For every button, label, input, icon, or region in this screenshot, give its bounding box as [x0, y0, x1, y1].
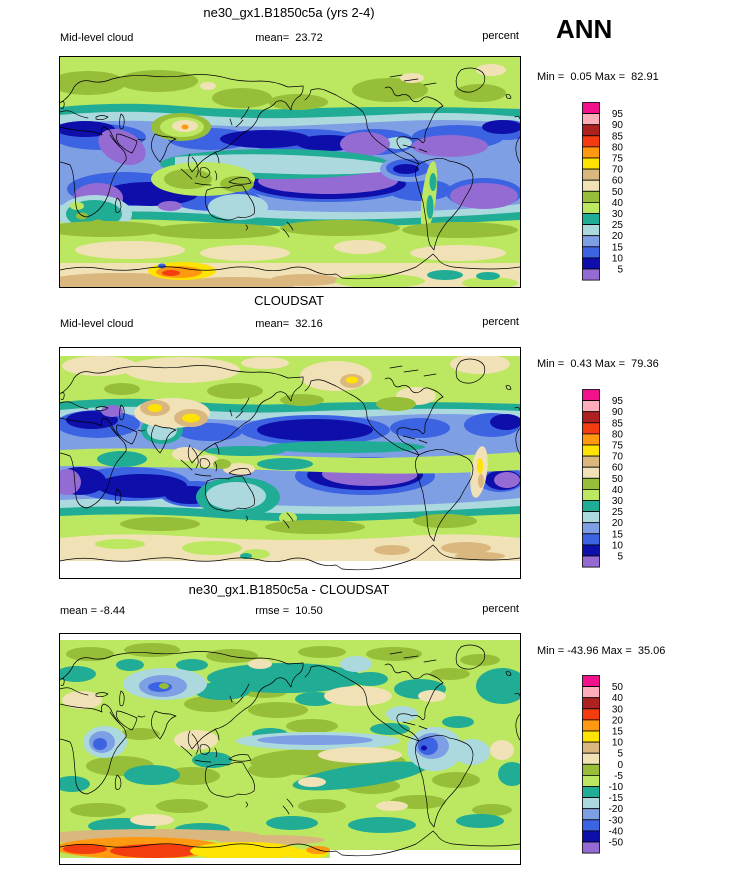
svg-text:20: 20	[611, 715, 623, 727]
svg-text:5: 5	[617, 748, 623, 760]
svg-text:15: 15	[611, 529, 623, 541]
svg-text:85: 85	[611, 418, 623, 430]
obs-mean-label: mean= 32.16	[255, 318, 323, 330]
model-map-canvas	[60, 57, 520, 287]
svg-text:5: 5	[617, 551, 623, 563]
svg-text:30: 30	[611, 496, 623, 507]
svg-text:75: 75	[611, 440, 623, 452]
svg-text:50: 50	[611, 682, 623, 694]
svg-text:40: 40	[611, 484, 623, 496]
diff-minmax-label: Min = -43.96 Max = 35.06	[537, 645, 666, 657]
svg-text:-40: -40	[608, 826, 623, 838]
svg-text:95: 95	[611, 396, 623, 408]
svg-text:10: 10	[611, 737, 623, 749]
model-map	[59, 56, 521, 288]
svg-text:15: 15	[611, 726, 623, 738]
svg-text:-50: -50	[608, 837, 623, 849]
obs-variable-label: Mid-level cloud	[60, 318, 134, 330]
svg-text:90: 90	[611, 407, 623, 419]
svg-text:85: 85	[611, 131, 623, 143]
svg-text:25: 25	[611, 220, 623, 232]
model-minmax-label: Min = 0.05 Max = 82.91	[537, 71, 659, 83]
svg-text:75: 75	[611, 153, 623, 165]
svg-text:70: 70	[611, 164, 623, 176]
svg-text:20: 20	[611, 231, 623, 243]
svg-text:50: 50	[611, 186, 623, 198]
svg-text:0: 0	[617, 759, 623, 771]
diff-rmse-label: rmse = 10.50	[255, 605, 323, 617]
svg-text:-10: -10	[608, 782, 623, 793]
svg-text:5: 5	[617, 264, 623, 276]
svg-text:40: 40	[611, 693, 623, 705]
difference-map	[59, 633, 521, 865]
svg-text:60: 60	[611, 462, 623, 474]
model-title: ne30_gx1.B1850c5a (yrs 2-4)	[203, 5, 375, 20]
svg-text:70: 70	[611, 451, 623, 463]
svg-text:95: 95	[611, 109, 623, 121]
svg-text:10: 10	[611, 540, 623, 552]
diff-title: ne30_gx1.B1850c5a - CLOUDSAT	[188, 582, 390, 597]
svg-text:40: 40	[611, 197, 623, 209]
svg-text:-30: -30	[608, 815, 623, 827]
model-mean-label: mean= 23.72	[255, 32, 323, 44]
obs-map	[59, 347, 521, 579]
svg-text:20: 20	[611, 518, 623, 530]
obs-map-canvas	[60, 348, 520, 578]
difference-map-canvas	[60, 634, 520, 864]
svg-text:30: 30	[611, 704, 623, 716]
obs-title: CLOUDSAT	[254, 293, 324, 308]
svg-text:60: 60	[611, 175, 623, 187]
svg-text:-15: -15	[608, 793, 623, 805]
svg-text:80: 80	[611, 142, 623, 154]
svg-text:80: 80	[611, 429, 623, 441]
model-units-label: percent	[482, 30, 519, 42]
svg-text:-5: -5	[614, 770, 623, 782]
svg-text:90: 90	[611, 120, 623, 132]
diff-units-label: percent	[482, 603, 519, 615]
obs-units-label: percent	[482, 316, 519, 328]
colorbar-model	[582, 102, 630, 287]
svg-text:30: 30	[611, 209, 623, 220]
obs-minmax-label: Min = 0.43 Max = 79.36	[537, 358, 659, 370]
model-variable-label: Mid-level cloud	[60, 32, 134, 44]
season-label: ANN	[556, 14, 613, 44]
svg-text:-20: -20	[608, 804, 623, 816]
colorbar-obs	[582, 389, 630, 574]
colorbar-diff	[582, 675, 630, 860]
svg-text:25: 25	[611, 507, 623, 519]
diff-mean-label: mean = -8.44	[60, 605, 126, 617]
svg-text:10: 10	[611, 253, 623, 265]
svg-text:15: 15	[611, 242, 623, 254]
svg-text:50: 50	[611, 473, 623, 485]
